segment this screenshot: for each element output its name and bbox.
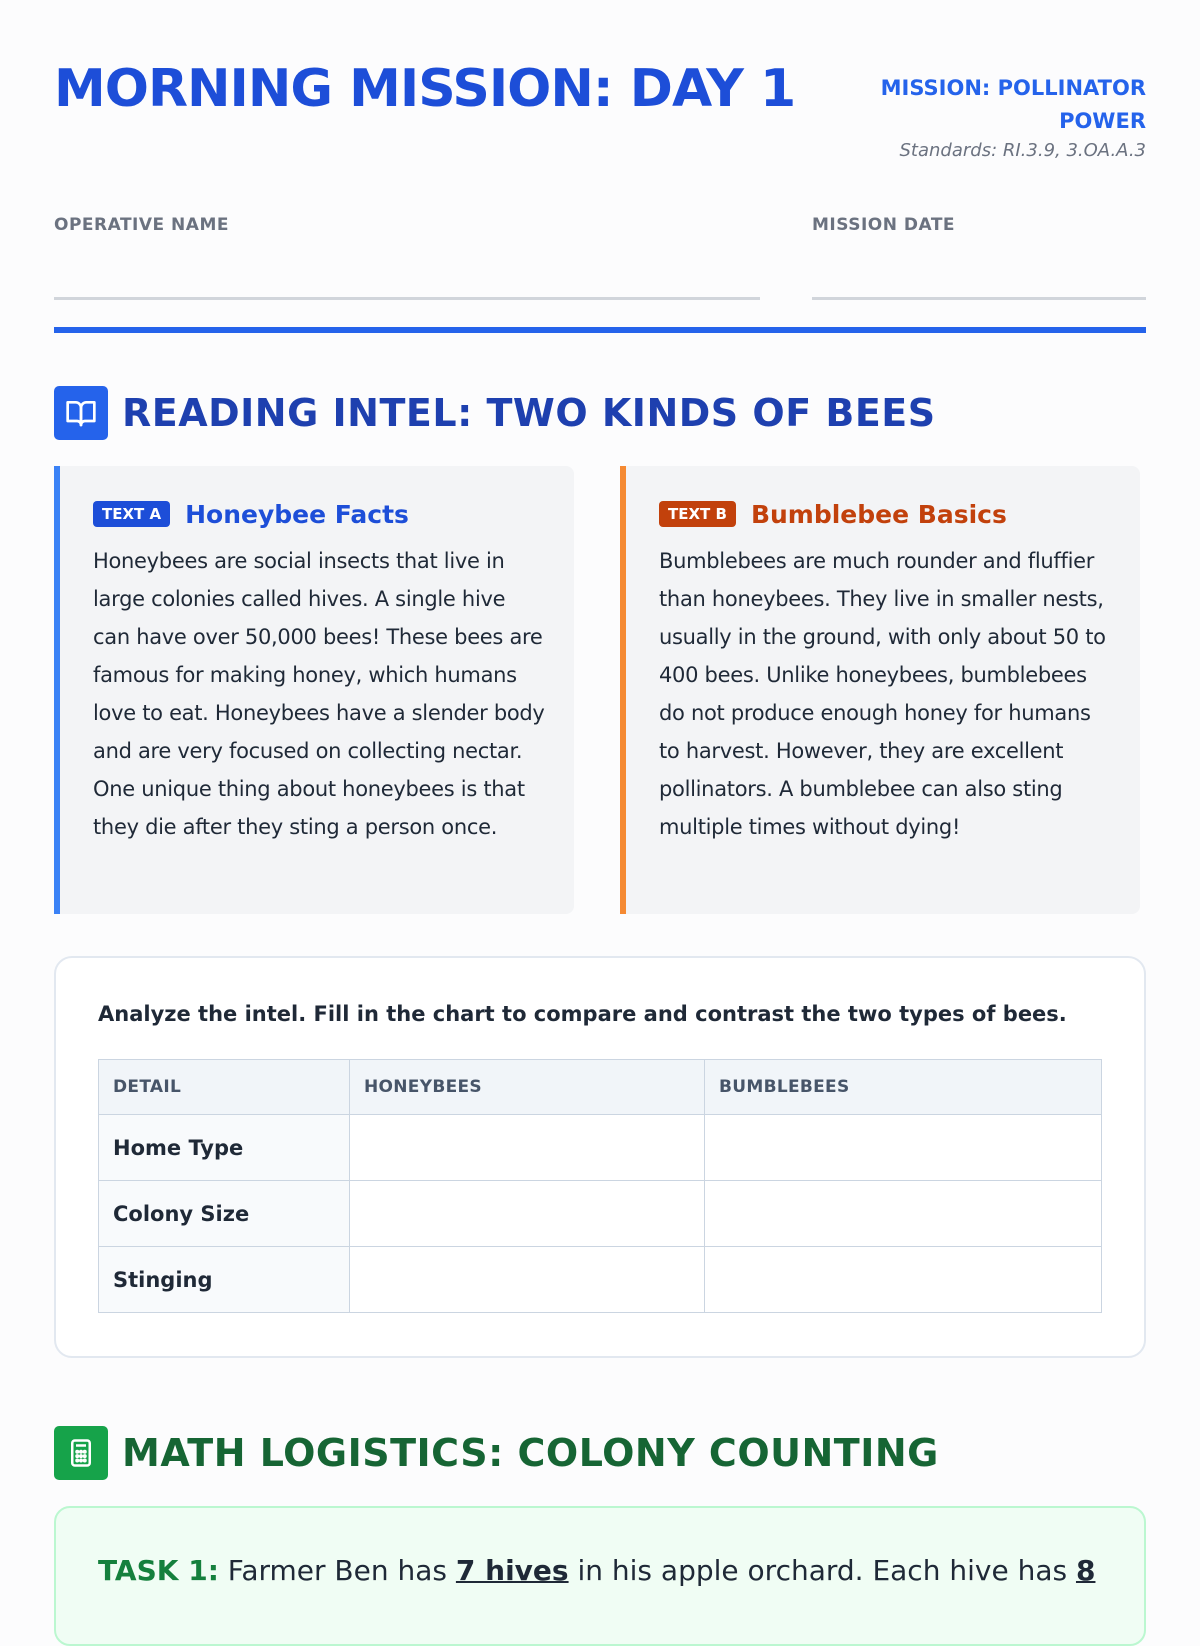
answer-cell-honeybees-colony[interactable]: [350, 1181, 705, 1247]
task-1-label: TASK 1:: [98, 1554, 219, 1587]
text-b-badge: TEXT B: [659, 501, 736, 527]
row-label-colony-size: Colony Size: [99, 1181, 350, 1247]
answer-cell-honeybees-sting[interactable]: [350, 1247, 705, 1313]
standards-note: Standards: RI.3.9, 3.OA.A.3: [899, 140, 1146, 161]
answer-cell-bumblebees-colony[interactable]: [705, 1181, 1102, 1247]
compare-table: [98, 1059, 1102, 1313]
text-b-body: Bumblebees are much rounder and fluffier than honeybees. They live in smaller nests, usually in the ground, with only about 50 to 400 bees. Unlike honeybees, bumblebees do not produce enough honey for humans to harvest. However, they are excellent pollinators. A bumblebee can also sting multiple times without dying!: [659, 549, 1106, 839]
operative-name-label: OPERATIVE NAME: [54, 215, 229, 235]
text-b-card: [620, 466, 1140, 914]
task-1-part2: in his apple orchard. Each hive has: [577, 1554, 1068, 1587]
text-a-title: Honeybee Facts: [185, 499, 409, 529]
compare-chart-box: [54, 956, 1146, 1358]
reading-section-heading: [54, 386, 936, 440]
book-icon: [54, 386, 108, 440]
table-row: [99, 1247, 1102, 1313]
text-a-badge: TEXT A: [93, 501, 170, 527]
task-1-hives: 7 hives: [455, 1554, 569, 1587]
page-title: MORNING MISSION: DAY 1: [54, 59, 796, 119]
answer-cell-honeybees-home[interactable]: [350, 1115, 705, 1181]
reading-section-title: READING INTEL: TWO KINDS OF BEES: [122, 391, 936, 435]
mission-date-field[interactable]: [812, 297, 1146, 300]
task-1-part1: Farmer Ben has: [227, 1554, 447, 1587]
calculator-icon: [54, 1426, 108, 1480]
text-a-card: [54, 466, 574, 914]
answer-cell-bumblebees-sting[interactable]: [705, 1247, 1102, 1313]
mission-tag: MISSION: POLLINATOR POWER: [880, 76, 1146, 133]
math-section-title: MATH LOGISTICS: COLONY COUNTING: [122, 1431, 939, 1475]
math-section-heading: [54, 1426, 939, 1480]
task-1-count: 8: [1075, 1554, 1096, 1587]
task-1-text: [98, 1554, 1095, 1587]
table-row: [99, 1115, 1102, 1181]
column-header-honeybees: HONEYBEES: [350, 1060, 705, 1115]
mission-date-label: MISSION DATE: [812, 215, 956, 235]
compare-instruction: Analyze the intel. Fill in the chart to compare and contrast the two types of bees.: [98, 1002, 1067, 1026]
table-row: [99, 1181, 1102, 1247]
row-label-home-type: Home Type: [99, 1115, 350, 1181]
column-header-detail: DETAIL: [99, 1060, 350, 1115]
answer-cell-bumblebees-home[interactable]: [705, 1115, 1102, 1181]
task-1-box: [54, 1506, 1146, 1646]
header-divider: [54, 327, 1146, 333]
operative-name-field[interactable]: [54, 297, 760, 300]
column-header-bumblebees: BUMBLEBEES: [705, 1060, 1102, 1115]
text-a-body: Honeybees are social insects that live in large colonies called hives. A single hive can have over 50,000 bees! These bees are famous for making honey, which humans love to eat. Honeybees have a slender body and are very focused on collecting nectar. One unique thing about honeybees is that they die after they sting a person once.: [93, 549, 545, 839]
row-label-stinging: Stinging: [99, 1247, 350, 1313]
text-b-title: Bumblebee Basics: [750, 499, 1007, 529]
